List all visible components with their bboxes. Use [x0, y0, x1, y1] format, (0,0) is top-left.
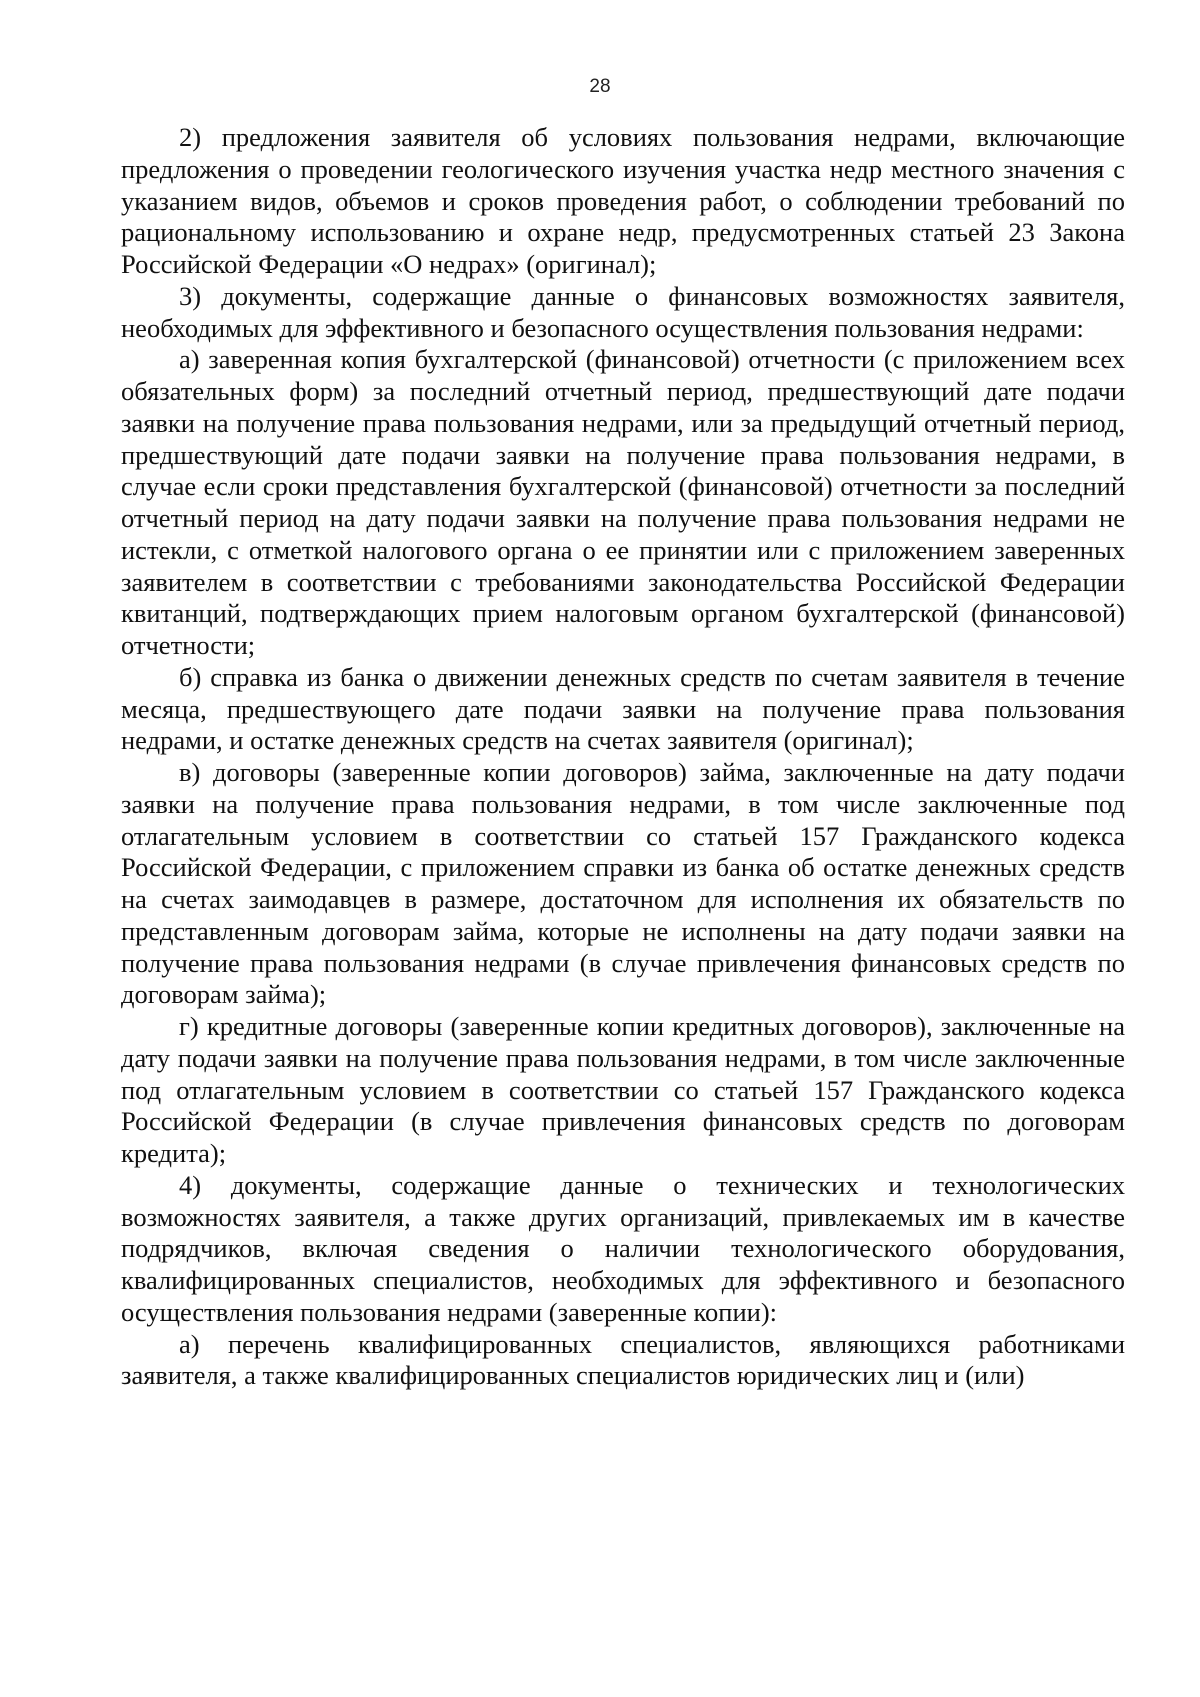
paragraph-subitem-3a: а) заверенная копия бухгалтерской (финансовой) отчетности (с приложением всех обязательных форм) за последний отчетный период, предшествующий дате подачи заявки на получение права пользования недрами, или за предыдущий отчетный период, предшествующий дате подачи заявки на получение права пользования недрами, в случае если сроки представления бухгалтерской (финансовой) отчетности за последний отчетный период на дату подачи заявки на получение права пользования недрами не истекли, с отметкой налогового органа о ее принятии или с приложением заверенных заявителем в соответствии с требованиями законодательства Российской Федерации квитанций, подтверждающих прием налоговым органом бухгалтерской (финансовой) отчетности;	[121, 344, 1125, 660]
paragraph-item-2: 2) предложения заявителя об условиях пользования недрами, включающие предложения о проведении геологического изучения участка недр местного значения с указанием видов, объемов и сроков проведения работ, о соблюдении требований по рациональному использованию и охране недр, предусмотренных статьей 23 Закона Российской Федерации «О недрах» (оригинал);	[121, 122, 1125, 279]
paragraph-item-3: 3) документы, содержащие данные о финансовых возможностях заявителя, необходимых для эффективного и безопасного осуществления пользования недрами:	[121, 280, 1125, 343]
page-number: 28	[589, 76, 611, 97]
paragraph-subitem-3v: в) договоры (заверенные копии договоров) займа, заключенные на дату подачи заявки на получение права пользования недрами, в том числе заключенные под отлагательным условием в соответствии со статьей 157 Гражданского кодекса Российской Федерации, с приложением справки из банка об остатке денежных средств на счетах заимодавцев в размере, достаточном для исполнения их обязательств по представленным договорам займа, которые не исполнены на дату подачи заявки на получение права пользования недрами (в случае привлечения финансовых средств по договорам займа);	[121, 757, 1125, 1010]
paragraph-item-4: 4) документы, содержащие данные о технических и технологических возможностях заявителя, а также других организаций, привлекаемых им в качестве подрядчиков, включая сведения о наличии технологического оборудования, квалифицированных специалистов, необходимых для эффективного и безопасного осуществления пользования недрами (заверенные копии):	[121, 1169, 1125, 1327]
paragraph-subitem-3g: г) кредитные договоры (заверенные копии кредитных договоров), заключенные на дату подачи заявки на получение права пользования недрами, в том числе заключенные под отлагательным условием в соответствии со статьей 157 Гражданского кодекса Российской Федерации (в случае привлечения финансовых средств по договорам кредита);	[121, 1011, 1125, 1168]
paragraph-subitem-4a: а) перечень квалифицированных специалистов, являющихся работниками заявителя, а также квалифицированных специалистов юридических лиц и (или)	[121, 1328, 1125, 1391]
paragraph-subitem-3b: б) справка из банка о движении денежных средств по счетам заявителя в течение месяца, предшествующего дате подачи заявки на получение права пользования недрами, и остатке денежных средств на счетах заявителя (оригинал);	[121, 661, 1125, 756]
document-body	[121, 122, 1125, 1392]
